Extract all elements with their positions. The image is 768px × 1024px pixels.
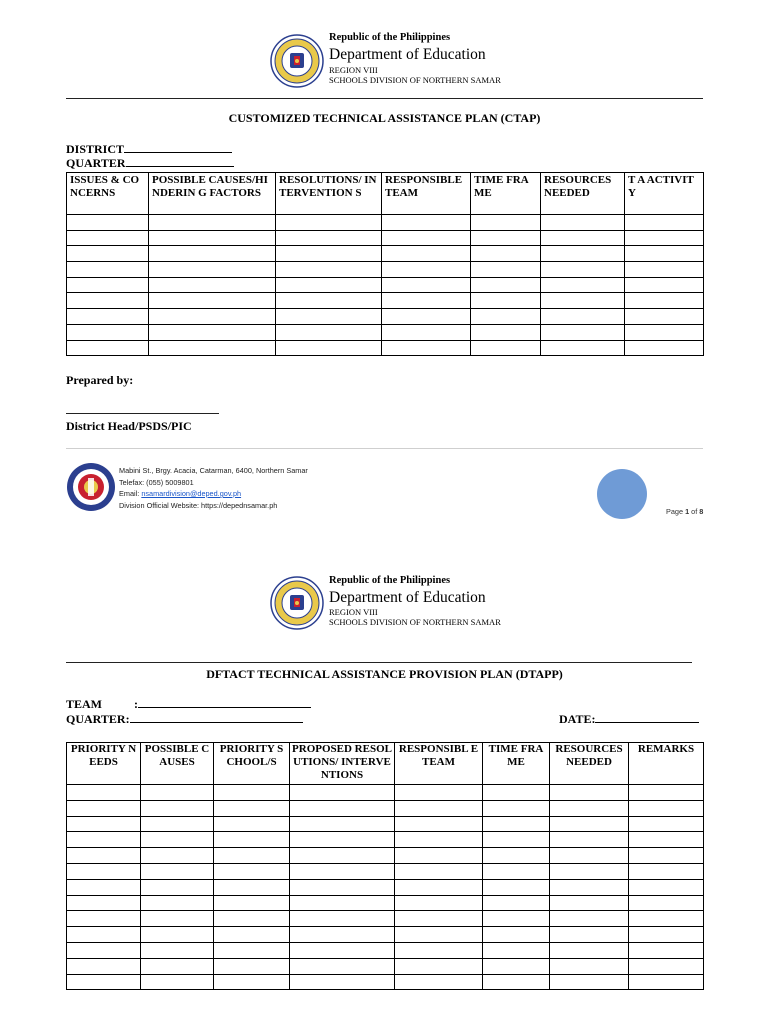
division-seal-icon <box>66 462 116 512</box>
table-cell[interactable] <box>395 816 483 832</box>
table-cell[interactable] <box>67 974 141 990</box>
table-row <box>67 848 704 864</box>
table-cell[interactable] <box>290 848 395 864</box>
table-cell[interactable] <box>471 215 541 231</box>
table-row <box>67 832 704 848</box>
table-cell[interactable] <box>395 942 483 958</box>
table-cell[interactable] <box>550 895 629 911</box>
region-text: REGION VIII <box>329 607 378 617</box>
table-cell[interactable] <box>67 277 149 293</box>
team-colon: : <box>134 697 138 711</box>
table-cell[interactable] <box>382 340 471 356</box>
table-cell[interactable] <box>625 293 704 309</box>
table-cell[interactable] <box>141 911 214 927</box>
footer-telefax: Telefax: (055) 5009801 <box>119 477 194 487</box>
table-cell[interactable] <box>483 863 550 879</box>
table-cell[interactable] <box>290 785 395 801</box>
table-cell[interactable] <box>67 340 149 356</box>
table-cell[interactable] <box>471 293 541 309</box>
table-cell[interactable] <box>141 879 214 895</box>
table-row <box>67 230 704 246</box>
table-cell[interactable] <box>67 246 149 262</box>
district-label: DISTRICT <box>66 142 125 156</box>
quarter-label: QUARTER <box>66 156 126 170</box>
table-cell[interactable] <box>395 927 483 943</box>
footer-email-line <box>119 488 308 500</box>
republic-text: Republic of the Philippines <box>329 575 451 586</box>
table-cell[interactable] <box>550 863 629 879</box>
dtapp-table <box>66 742 704 990</box>
table-row <box>67 246 704 262</box>
footer-website[interactable]: Division Official Website: https://depednsamar.ph <box>119 500 278 510</box>
table-cell[interactable] <box>629 895 704 911</box>
table-cell[interactable] <box>471 277 541 293</box>
footer-email-label: Email: <box>119 489 140 498</box>
table-cell[interactable] <box>550 879 629 895</box>
quarter2-label: QUARTER: <box>66 712 130 726</box>
dtapp-header-row <box>67 743 704 785</box>
table-cell[interactable] <box>483 832 550 848</box>
table-cell[interactable] <box>214 974 290 990</box>
table-cell[interactable] <box>149 277 276 293</box>
date-label: DATE: <box>559 712 596 726</box>
col-time-frame: TIME FRAME <box>471 173 541 215</box>
department-title: Department of Education <box>329 46 486 63</box>
table-cell[interactable] <box>67 324 149 340</box>
table-cell[interactable] <box>67 800 141 816</box>
table-cell[interactable] <box>141 942 214 958</box>
page-of: of <box>691 507 698 516</box>
table-cell[interactable] <box>395 895 483 911</box>
region-text: REGION VIII <box>329 65 378 75</box>
table-cell[interactable] <box>483 848 550 864</box>
team-label: TEAM <box>66 697 102 711</box>
table-cell[interactable] <box>67 895 141 911</box>
table-cell[interactable] <box>149 324 276 340</box>
table-cell[interactable] <box>629 832 704 848</box>
table-row <box>67 340 704 356</box>
table-cell[interactable] <box>276 246 382 262</box>
table-cell[interactable] <box>214 832 290 848</box>
table-cell[interactable] <box>214 927 290 943</box>
table-cell[interactable] <box>67 848 141 864</box>
table-row <box>67 262 704 278</box>
table-cell[interactable] <box>149 262 276 278</box>
table-cell[interactable] <box>290 927 395 943</box>
table-cell[interactable] <box>541 324 625 340</box>
table-cell[interactable] <box>471 246 541 262</box>
page-current: 1 <box>685 507 690 516</box>
department-title: Department of Education <box>329 589 486 606</box>
quarter2-blank[interactable] <box>130 712 303 723</box>
table-cell[interactable] <box>149 293 276 309</box>
table-cell[interactable] <box>214 942 290 958</box>
ctap-table <box>66 172 704 356</box>
table-cell[interactable] <box>141 785 214 801</box>
table-cell[interactable] <box>625 246 704 262</box>
table-cell[interactable] <box>290 974 395 990</box>
table-cell[interactable] <box>629 974 704 990</box>
table-cell[interactable] <box>395 958 483 974</box>
table-cell[interactable] <box>471 340 541 356</box>
table-cell[interactable] <box>214 911 290 927</box>
table-cell[interactable] <box>290 832 395 848</box>
table-cell[interactable] <box>382 262 471 278</box>
table-cell[interactable] <box>149 215 276 231</box>
table-row <box>67 800 704 816</box>
table-cell[interactable] <box>382 215 471 231</box>
table-cell[interactable] <box>141 958 214 974</box>
table-row <box>67 895 704 911</box>
deped-seal-icon <box>270 576 324 630</box>
table-cell[interactable] <box>141 927 214 943</box>
republic-text: Republic of the Philippines <box>329 32 451 43</box>
table-cell[interactable] <box>149 340 276 356</box>
table-cell[interactable] <box>471 324 541 340</box>
table-cell[interactable] <box>625 277 704 293</box>
table-cell[interactable] <box>550 911 629 927</box>
table-cell[interactable] <box>67 832 141 848</box>
table-cell[interactable] <box>276 340 382 356</box>
division-text: SCHOOLS DIVISION OF NORTHERN SAMAR <box>329 617 501 627</box>
table-cell[interactable] <box>276 277 382 293</box>
table-cell[interactable] <box>141 832 214 848</box>
table-cell[interactable] <box>629 927 704 943</box>
table-cell[interactable] <box>276 293 382 309</box>
table-cell[interactable] <box>149 309 276 325</box>
ctap-header-row <box>67 173 704 215</box>
table-cell[interactable] <box>541 262 625 278</box>
table-cell[interactable] <box>67 879 141 895</box>
table-row <box>67 942 704 958</box>
page-number <box>666 507 703 516</box>
col-possible-causes: POSSIBLE CAUSES/HINDERIN G FACTORS <box>149 173 276 215</box>
col-possible-causes: POSSIBLE CAUSES <box>141 743 214 785</box>
footer-contact <box>119 465 308 511</box>
table-cell[interactable] <box>629 911 704 927</box>
table-cell[interactable] <box>625 324 704 340</box>
table-row <box>67 879 704 895</box>
table-row <box>67 958 704 974</box>
team-blank[interactable] <box>138 697 311 708</box>
deped-seal-icon <box>270 34 324 88</box>
table-cell[interactable] <box>67 215 149 231</box>
division-text: SCHOOLS DIVISION OF NORTHERN SAMAR <box>329 75 501 85</box>
district-field <box>66 142 232 157</box>
table-cell[interactable] <box>483 879 550 895</box>
col-remarks: REMARKS <box>629 743 704 785</box>
table-cell[interactable] <box>395 785 483 801</box>
col-resources-needed: RESOURCES NEEDED <box>550 743 629 785</box>
table-cell[interactable] <box>483 895 550 911</box>
col-priority-needs: PRIORITY NEEDS <box>67 743 141 785</box>
quarter-blank[interactable] <box>126 156 234 167</box>
ctap-title: CUSTOMIZED TECHNICAL ASSISTANCE PLAN (CTAP) <box>228 111 541 125</box>
table-cell[interactable] <box>290 879 395 895</box>
table-cell[interactable] <box>541 340 625 356</box>
table-cell[interactable] <box>395 974 483 990</box>
table-cell[interactable] <box>214 816 290 832</box>
table-cell[interactable] <box>67 262 149 278</box>
col-responsible-team: RESPONSIBL E TEAM <box>395 743 483 785</box>
table-cell[interactable] <box>629 800 704 816</box>
table-cell[interactable] <box>382 324 471 340</box>
table-cell[interactable] <box>395 848 483 864</box>
table-cell[interactable] <box>276 215 382 231</box>
table-cell[interactable] <box>67 927 141 943</box>
signatory-label: District Head/PSDS/PIC <box>66 419 192 433</box>
table-cell[interactable] <box>550 816 629 832</box>
table-cell[interactable] <box>290 942 395 958</box>
table-row <box>67 785 704 801</box>
table-cell[interactable] <box>395 911 483 927</box>
table-cell[interactable] <box>276 309 382 325</box>
team-field <box>66 697 311 712</box>
table-cell[interactable] <box>471 309 541 325</box>
table-cell[interactable] <box>290 816 395 832</box>
table-cell[interactable] <box>625 340 704 356</box>
prepared-by-label: Prepared by: <box>66 373 134 387</box>
table-cell[interactable] <box>214 895 290 911</box>
col-issues-concerns: ISSUES & CONCERNS <box>67 173 149 215</box>
table-cell[interactable] <box>550 800 629 816</box>
table-cell[interactable] <box>483 927 550 943</box>
table-cell[interactable] <box>483 800 550 816</box>
table-cell[interactable] <box>541 230 625 246</box>
table-cell[interactable] <box>141 800 214 816</box>
table-cell[interactable] <box>141 816 214 832</box>
table-row <box>67 974 704 990</box>
dtapp-title: DFTACT TECHNICAL ASSISTANCE PROVISION PLAN (DTAPP) <box>206 667 563 681</box>
date-field <box>559 712 699 727</box>
table-cell[interactable] <box>395 800 483 816</box>
table-cell[interactable] <box>276 230 382 246</box>
table-cell[interactable] <box>541 309 625 325</box>
table-cell[interactable] <box>483 974 550 990</box>
col-responsible-team: RESPONSIBLE TEAM <box>382 173 471 215</box>
table-cell[interactable] <box>629 816 704 832</box>
table-cell[interactable] <box>276 262 382 278</box>
table-cell[interactable] <box>629 942 704 958</box>
col-resources-needed: RESOURCES NEEDED <box>541 173 625 215</box>
table-cell[interactable] <box>483 816 550 832</box>
table-cell[interactable] <box>382 293 471 309</box>
table-cell[interactable] <box>550 942 629 958</box>
table-cell[interactable] <box>67 309 149 325</box>
table-cell[interactable] <box>395 832 483 848</box>
table-cell[interactable] <box>629 848 704 864</box>
table-cell[interactable] <box>395 863 483 879</box>
footer-divider <box>66 448 703 449</box>
table-cell[interactable] <box>483 958 550 974</box>
table-cell[interactable] <box>276 324 382 340</box>
table-cell[interactable] <box>550 927 629 943</box>
table-cell[interactable] <box>625 262 704 278</box>
table-cell[interactable] <box>550 958 629 974</box>
district-blank[interactable] <box>124 142 232 153</box>
table-row <box>67 215 704 231</box>
table-row <box>67 816 704 832</box>
table-cell[interactable] <box>67 230 149 246</box>
table-cell[interactable] <box>67 785 141 801</box>
table-cell[interactable] <box>471 262 541 278</box>
table-cell[interactable] <box>67 293 149 309</box>
table-cell[interactable] <box>141 974 214 990</box>
table-row <box>67 911 704 927</box>
table-cell[interactable] <box>382 277 471 293</box>
table-cell[interactable] <box>471 230 541 246</box>
table-cell[interactable] <box>625 230 704 246</box>
table-cell[interactable] <box>382 230 471 246</box>
table-cell[interactable] <box>395 879 483 895</box>
table-row <box>67 293 704 309</box>
table-cell[interactable] <box>483 785 550 801</box>
table-cell[interactable] <box>629 879 704 895</box>
table-cell[interactable] <box>550 785 629 801</box>
table-cell[interactable] <box>67 958 141 974</box>
table-cell[interactable] <box>67 942 141 958</box>
table-row <box>67 309 704 325</box>
footer-address: Mabini St., Brgy. Acacia, Catarman, 6400, Northern Samar <box>119 466 308 475</box>
table-row <box>67 324 704 340</box>
table-cell[interactable] <box>141 863 214 879</box>
table-cell[interactable] <box>149 230 276 246</box>
signature-line[interactable] <box>66 413 219 414</box>
table-cell[interactable] <box>290 863 395 879</box>
table-cell[interactable] <box>550 974 629 990</box>
table-row <box>67 927 704 943</box>
table-cell[interactable] <box>214 958 290 974</box>
col-priority-schools: PRIORITY SCHOOL/S <box>214 743 290 785</box>
table-cell[interactable] <box>625 309 704 325</box>
table-row <box>67 277 704 293</box>
table-cell[interactable] <box>290 958 395 974</box>
col-proposed-resolutions: PROPOSED RESOLUTIONS/ INTERVENTIONS <box>290 743 395 785</box>
table-cell[interactable] <box>382 246 471 262</box>
quarter-field <box>66 156 234 171</box>
table-cell[interactable] <box>149 246 276 262</box>
table-cell[interactable] <box>625 215 704 231</box>
table-cell[interactable] <box>214 785 290 801</box>
table-cell[interactable] <box>550 848 629 864</box>
col-ta-activity: T A ACTIVITY <box>625 173 704 215</box>
header-divider <box>66 662 692 663</box>
table-cell[interactable] <box>541 215 625 231</box>
table-cell[interactable] <box>67 816 141 832</box>
table-cell[interactable] <box>290 800 395 816</box>
page-circle-badge <box>597 469 647 519</box>
header-divider <box>66 98 703 99</box>
footer-email-link[interactable]: nsamardivision@deped.gov.ph <box>141 489 242 498</box>
table-cell[interactable] <box>214 879 290 895</box>
table-cell[interactable] <box>214 848 290 864</box>
table-cell[interactable] <box>629 958 704 974</box>
table-cell[interactable] <box>483 942 550 958</box>
table-cell[interactable] <box>67 863 141 879</box>
col-time-frame: TIME FRAME <box>483 743 550 785</box>
table-cell[interactable] <box>290 895 395 911</box>
table-row <box>67 863 704 879</box>
table-cell[interactable] <box>214 800 290 816</box>
table-cell[interactable] <box>67 911 141 927</box>
table-cell[interactable] <box>550 832 629 848</box>
table-cell[interactable] <box>214 863 290 879</box>
table-cell[interactable] <box>629 785 704 801</box>
table-cell[interactable] <box>541 246 625 262</box>
quarter2-field <box>66 712 303 727</box>
table-cell[interactable] <box>541 277 625 293</box>
col-resolutions: RESOLUTIONS/ INTERVENTION S <box>276 173 382 215</box>
page-total: 8 <box>699 507 704 516</box>
table-cell[interactable] <box>541 293 625 309</box>
table-cell[interactable] <box>483 911 550 927</box>
table-cell[interactable] <box>382 309 471 325</box>
date-blank[interactable] <box>595 712 699 723</box>
table-cell[interactable] <box>141 848 214 864</box>
page-prefix: Page <box>666 507 684 516</box>
table-cell[interactable] <box>290 911 395 927</box>
table-cell[interactable] <box>629 863 704 879</box>
table-cell[interactable] <box>141 895 214 911</box>
